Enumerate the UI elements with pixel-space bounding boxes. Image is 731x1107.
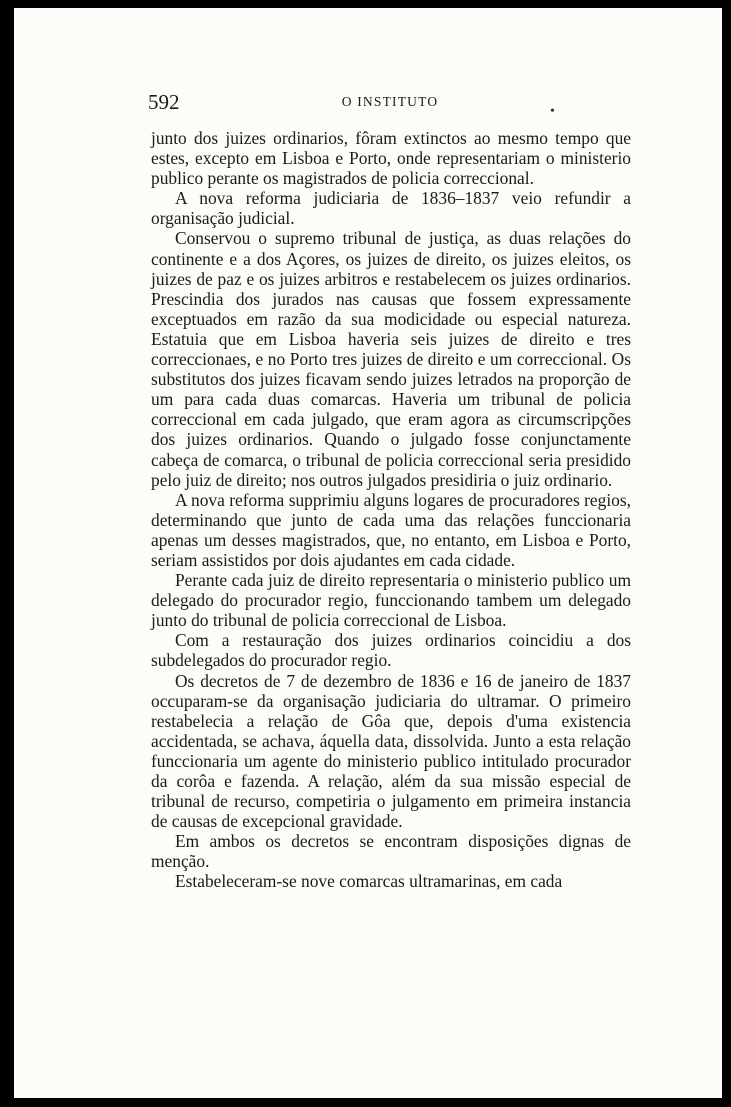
paragraph-9: Estabeleceram-se nove comarcas ultramarinas, em cada [175, 871, 563, 892]
page-number: 592 [148, 90, 180, 114]
paragraph-2: A nova reforma judiciaria de 1836–1837 veio refundir a organisação judicial. [151, 188, 631, 229]
body-text [151, 128, 631, 892]
paragraph-1: junto dos juizes ordinarios, fôram extinctos ao mesmo tempo que estes, excepto em Lisboa e Porto, onde representariam o ministerio publico perante os magistrados de policia correccional. [151, 128, 631, 189]
ink-speck: • [550, 104, 555, 119]
paragraph-4: A nova reforma supprimiu alguns logares de procuradores regios, determinando que junto de cada uma das relações funccionaria apenas um desses magistrados, que, no entanto, em Lisboa e Porto, seriam assistidos por dois ajudantes em cada cidade. [151, 489, 631, 570]
paragraph-8: Em ambos os decretos se encontram disposições dignas de menção. [151, 831, 631, 872]
paragraph-5: Perante cada juiz de direito representaria o ministerio publico um delegado do procurador regio, funccionando tambem um delegado junto do tribunal de policia correccional de Lisboa. [151, 570, 631, 631]
paragraph-6: Com a restauração dos juizes ordinarios coincidiu a dos subdelegados do procurador regio. [151, 630, 631, 671]
page-header [148, 90, 632, 114]
scanned-page [14, 8, 722, 1098]
paragraph-7: Os decretos de 7 de dezembro de 1836 e 16 de janeiro de 1837 occuparam-se da organisação judiciaria do ultramar. O primeiro restabelecia a relação de Gôa que, depois d'uma existencia accidentada, se achava, áquella data, dissolvida. Junto a esta relação funccionaria um agente do ministerio publico intitulado procurador da corôa e fazenda. A relação, além da sua missão especial de tribunal de recurso, competiria o julgamento em primeira instancia de causas de excepcional gravidade. [151, 670, 631, 832]
paragraph-3: Conservou o supremo tribunal de justiça, as duas relações do continente e a dos Açores, os juizes de direito, os juizes eleitos, os juizes de paz e os juizes arbitros e restabelecem os juizes ordinarios. Prescindia dos jurados nas causas que fossem expressamente exceptuados em razão da sua modicidade ou especial natureza. Estatuia que em Lisboa haveria seis juizes de direito e tres correccionaes, e no Porto tres juizes de direito e um correccional. Os substitutos dos juizes ficavam sendo juizes letrados na proporção de um para cada duas comarcas. Haveria um tribunal de policia correccional em cada julgado, que eram agora as circumscripções dos juizes ordinarios. Quando o julgado fosse conjunctamente cabeça de comarca, o tribunal de policia correccional seria presidido pelo juiz de direito; nos outros julgados presidiria o juiz ordinario. [151, 228, 631, 490]
running-title: O INSTITUTO [341, 94, 439, 109]
